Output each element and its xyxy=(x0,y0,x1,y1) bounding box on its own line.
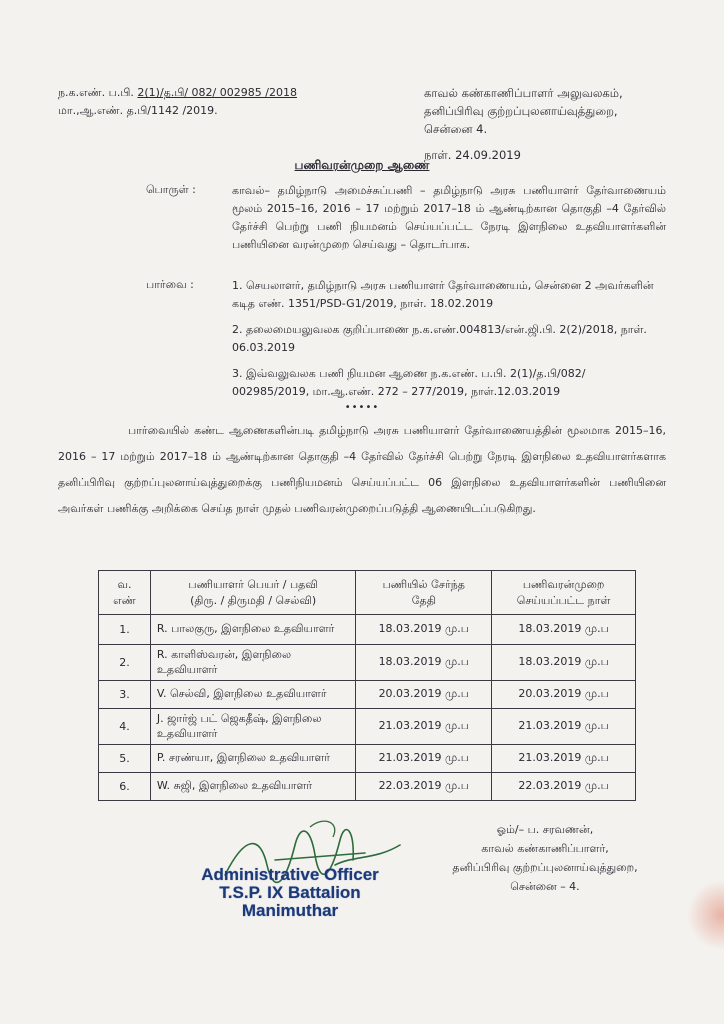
row-regularised: 18.03.2019 மு.ப xyxy=(492,645,636,681)
official-stamp xyxy=(170,866,410,920)
row-sno: 2. xyxy=(99,645,151,681)
table-header-row xyxy=(99,571,636,615)
header-regularised xyxy=(492,571,636,615)
stamp-line-3: Manimuthar xyxy=(241,901,339,920)
row-name: R. பாலகுரு, இளநிலை உதவியாளர் xyxy=(150,615,355,645)
reference-prefix: ந.க.எண். ப.பி. xyxy=(58,86,138,99)
reference-block xyxy=(58,84,297,120)
row-regularised: 22.03.2019 மு.ப xyxy=(492,773,636,801)
row-joined: 21.03.2019 மு.ப xyxy=(356,745,492,773)
row-sno: 6. xyxy=(99,773,151,801)
subject-text: காவல்– தமிழ்நாடு அமைச்சுப்பணி – தமிழ்நாடு அரசு பணியாளர் தேர்வாணையம் மூலம் 2015–16, 2016 – 17 மற்றும் 2017–18 ம் ஆண்டிற்கான தொகுதி –4 தேர்வில் தேர்ச்சி பெற்று பணி நியமனம் செய்யப்பட்ட நேரடி இளநிலை உதவியாளர்களின் பணியினை வரன்முறை செய்வது – தொடர்பாக. xyxy=(232,184,666,251)
references-label: பார்வை : xyxy=(146,278,194,291)
table-row xyxy=(99,773,636,801)
table-row xyxy=(99,645,636,681)
header-regularised-line-2: செய்யப்பட்ட நாள் xyxy=(516,593,611,607)
header-joined-line-1: பணியில் சேர்ந்த xyxy=(382,577,465,591)
row-sno: 4. xyxy=(99,709,151,745)
row-joined: 20.03.2019 மு.ப xyxy=(356,681,492,709)
scan-smudge xyxy=(686,880,724,950)
body-paragraph: பார்வையில் கண்ட ஆணைகளின்படி தமிழ்நாடு அரசு பணியாளர் தேர்வாணையத்தின் மூலமாக 2015–16, 2016 – 17 மற்றும் 2017–18 ம் ஆண்டிற்கான தொகுதி –4 தேர்வில் தேர்ச்சி பெற்று நேரடி இளநிலை உதவியாளர்களாக தனிப்பிரிவு குற்றப்புலனாய்வுத்துறைக்கு பணிநியமனம் செய்யப்பட்ட 06 இளநிலை உதவியாளர்களின் பணியினை அவர்கள் பணிக்கு அறிக்கை செய்த நாள் முதல் பணிவரன்முறைப்படுத்தி ஆணையிடப்படுகிறது. xyxy=(58,424,666,515)
appointments-table xyxy=(98,570,636,801)
signatory-line-4: சென்னை – 4. xyxy=(510,880,580,893)
row-joined: 21.03.2019 மு.ப xyxy=(356,709,492,745)
office-line-1: காவல் கண்காணிப்பாளர் அலுவலகம், xyxy=(424,86,623,100)
separator: ••••• xyxy=(344,402,380,413)
reference-number: 2(1)/த.பி/ 082/ 002985 /2018 xyxy=(137,86,297,99)
stamp-line-1: Administrative Officer xyxy=(201,865,379,884)
references-list xyxy=(232,277,666,401)
row-sno: 5. xyxy=(99,745,151,773)
row-sno: 1. xyxy=(99,615,151,645)
reference-item-3: 3. இவ்வலுவலக பணி நியமன ஆணை ந.க.எண். ப.பி. 2(1)/த.பி/082/ 002985/2019, மா.ஆ.எண். 272 – 277/2019, நாள்.12.03.2019 xyxy=(232,367,586,398)
row-name: V. செல்வி, இளநிலை உதவியாளர் xyxy=(150,681,355,709)
subject-label: பொருள் : xyxy=(146,183,196,196)
reference-item-1: 1. செயலாளர், தமிழ்நாடு அரசு பணியாளர் தேர்வாணையம், சென்னை 2 அவர்களின் கடித எண். 1351/PSD-G1/2019, நாள். 18.02.2019 xyxy=(232,279,654,310)
header-name-line-1: பணியாளர் பெயர் / பதவி xyxy=(188,577,318,591)
row-regularised: 21.03.2019 மு.ப xyxy=(492,745,636,773)
stamp-line-2: T.S.P. IX Battalion xyxy=(219,883,361,902)
table-row xyxy=(99,615,636,645)
order-title: பணிவரன்முறை ஆணை xyxy=(294,158,430,172)
row-name: P. சரண்யா, இளநிலை உதவியாளர் xyxy=(150,745,355,773)
signatory-block xyxy=(430,820,660,896)
header-sno xyxy=(99,571,151,615)
table-row xyxy=(99,681,636,709)
row-name: W. சுஜி, இளநிலை உதவியாளர் xyxy=(150,773,355,801)
row-regularised: 21.03.2019 மு.ப xyxy=(492,709,636,745)
signatory-line-2: காவல் கண்காணிப்பாளர், xyxy=(481,842,609,855)
header-sno-line-2: எண் xyxy=(113,593,136,607)
row-name: R. காளிஸ்வரன், இளநிலை உதவியாளர் xyxy=(150,645,355,681)
signatory-line-1: ஓம்/– ப. சரவணன், xyxy=(496,823,594,836)
header-sno-line-1: வ. xyxy=(117,577,132,591)
row-joined: 18.03.2019 மு.ப xyxy=(356,645,492,681)
office-line-2: தனிப்பிரிவு குற்றப்புலனாய்வுத்துறை, xyxy=(424,104,618,118)
row-sno: 3. xyxy=(99,681,151,709)
reference-line-1 xyxy=(58,84,297,102)
order-date: நாள். 24.09.2019 xyxy=(424,148,521,162)
row-regularised: 18.03.2019 மு.ப xyxy=(492,615,636,645)
table-row xyxy=(99,745,636,773)
row-joined: 18.03.2019 மு.ப xyxy=(356,615,492,645)
header-regularised-line-1: பணிவரன்முறை xyxy=(522,577,605,591)
signatory-line-3: தனிப்பிரிவு குற்றப்புலனாய்வுத்துறை, xyxy=(452,861,638,874)
row-regularised: 20.03.2019 மு.ப xyxy=(492,681,636,709)
header-joined xyxy=(356,571,492,615)
header-joined-line-2: தேதி xyxy=(411,593,436,607)
header-name-line-2: (திரு. / திருமதி / செல்வி) xyxy=(190,593,317,607)
table-row xyxy=(99,709,636,745)
row-name: J. ஜார்ஜ் பட் ஜெகதீஷ், இளநிலை உதவியாளர் xyxy=(150,709,355,745)
office-address xyxy=(424,84,623,164)
header-name xyxy=(150,571,355,615)
office-line-3: சென்னை 4. xyxy=(424,122,488,136)
row-joined: 22.03.2019 மு.ப xyxy=(356,773,492,801)
reference-item-2: 2. தலைமையலுவலக குறிப்பாணை ந.க.எண்.004813/என்.ஜி.பி. 2(2)/2018, நாள். 06.03.2019 xyxy=(232,323,647,354)
reference-line-2: மா.,ஆ.எண். த.பி/1142 /2019. xyxy=(58,104,218,117)
